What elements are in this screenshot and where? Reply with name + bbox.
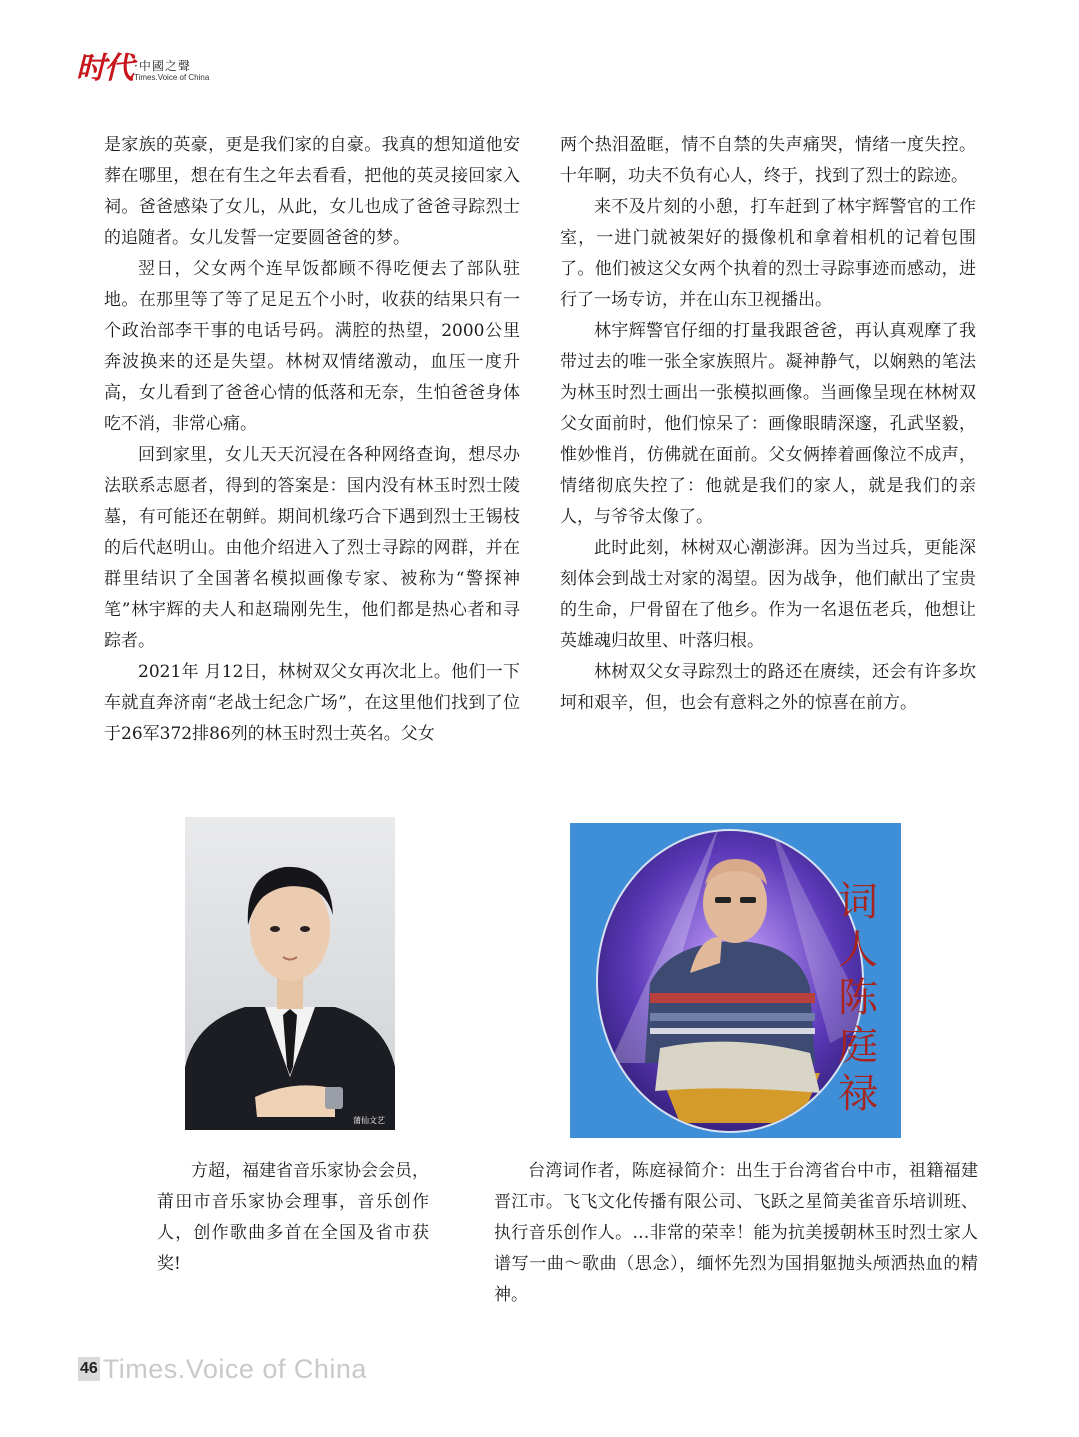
masthead-cn: ·中國之聲 [134, 59, 191, 73]
caption-text: 方超，福建省音乐家协会会员，莆田市音乐家协会理事，音乐创作人，创作歌曲多首在全国及省市获奖! [157, 1161, 429, 1274]
photo-overlay-char-2: 人 [838, 927, 878, 973]
caption-text: 台湾词作者，陈庭禄简介：出生于台湾省台中市，祖籍福建晋江市。飞飞文化传播有限公司、飞跃之星简美雀音乐培训班、执行音乐创作人。…非常的荣幸！能为抗美援朝林玉时烈士家人谱写一曲～歌曲（思念），缅怀先烈为国捐躯抛头颅洒热血的精神。 [494, 1161, 978, 1305]
footer-brand: Times.Voice of China [102, 1353, 367, 1384]
masthead-en: Times.Voice of China [134, 73, 210, 82]
photo-overlay-char-1: 词 [838, 879, 878, 925]
paragraph: 2021年 月12日，林树双父女再次北上。他们一下车就直奔济南“老战士纪念广场”，在这里他们找到了位于26军372排86列的林玉时烈士英名。父女 [104, 662, 520, 744]
caption-left [157, 1156, 429, 1280]
photo-overlay-char-4: 庭 [838, 1023, 878, 1069]
portrait-illustration [185, 817, 395, 1130]
paragraph: 两个热泪盈眶，情不自禁的失声痛哭，情绪一度失控。十年啊，功夫不负有心人，终于，找到了烈士的踪迹。 [560, 135, 976, 186]
photo-overlay-char-3: 陈 [838, 975, 878, 1021]
portrait-photo-fang-chao [185, 817, 395, 1130]
paragraph: 林宇辉警官仔细的打量我跟爸爸，再认真观摩了我带过去的唯一张全家族照片。凝神静气，以娴熟的笔法为林玉时烈士画出一张模拟画像。当画像呈现在林树双父女面前时，他们惊呆了：画像眼睛深邃，孔武坚毅，惟妙惟肖，仿佛就在面前。父女俩捧着画像泣不成声，情绪彻底失控了：他就是我们的家人，就是我们的亲人，与爷爷太像了。 [560, 321, 976, 527]
paragraph: 回到家里，女儿天天沉浸在各种网络查询，想尽办法联系志愿者，得到的答案是：国内没有林玉时烈士陵墓，有可能还在朝鲜。期间机缘巧合下遇到烈士王锡枝的后代赵明山。由他介绍进入了烈士寻踪的网群，并在群里结识了全国著名模拟画像专家、被称为“警探神笔”林宇辉的夫人和赵瑞刚先生，他们都是热心者和寻踪者。 [104, 445, 520, 651]
paragraph: 翌日，父女两个连早饭都顾不得吃便去了部队驻地。在那里等了等了足足五个小时，收获的结果只有一个政治部李干事的电话号码。满腔的热望，2000公里奔波换来的还是失望。林树双情绪激动，血压一度升高，女儿看到了爸爸心情的低落和无奈，生怕爸爸身体吃不消，非常心痛。 [104, 259, 520, 434]
masthead-subtitle [134, 59, 209, 84]
paragraph: 此时此刻，林树双心潮澎湃。因为当过兵，更能深刻体会到战士对家的渴望。因为战争，他们献出了宝贵的生命，尸骨留在了他乡。作为一名退伍老兵，他想让英雄魂归故里、叶落归根。 [560, 538, 976, 651]
paragraph: 林树双父女寻踪烈士的路还在赓续，还会有许多坎坷和艰辛，但，也会有意料之外的惊喜在前方。 [560, 662, 976, 713]
photo-watermark: 蒲仙文艺 [353, 1116, 385, 1125]
page-number: 46 [78, 1357, 100, 1381]
masthead [76, 48, 209, 84]
portrait-photo-chen-tinglu [570, 823, 901, 1138]
masthead-logo: 时代 [76, 51, 132, 86]
paragraph: 来不及片刻的小憩，打车赶到了林宇辉警官的工作室，一进门就被架好的摄像机和拿着相机的记着包围了。他们被这父女两个执着的烈士寻踪事迹而感动，进行了一场专访，并在山东卫视播出。 [560, 197, 976, 310]
article-column-right [560, 130, 976, 719]
article-column-left [104, 130, 520, 750]
photo-overlay-char-5: 禄 [838, 1071, 878, 1117]
paragraph: 是家族的英豪，更是我们家的自豪。我真的想知道他安葬在哪里，想在有生之年去看看，把他的英灵接回家入祠。爸爸感染了女儿，从此，女儿也成了爸爸寻踪烈士的追随者。女儿发誓一定要圆爸爸的梦。 [104, 135, 520, 248]
page-footer [78, 1354, 367, 1384]
portrait-illustration [570, 823, 901, 1138]
caption-right [494, 1156, 978, 1311]
